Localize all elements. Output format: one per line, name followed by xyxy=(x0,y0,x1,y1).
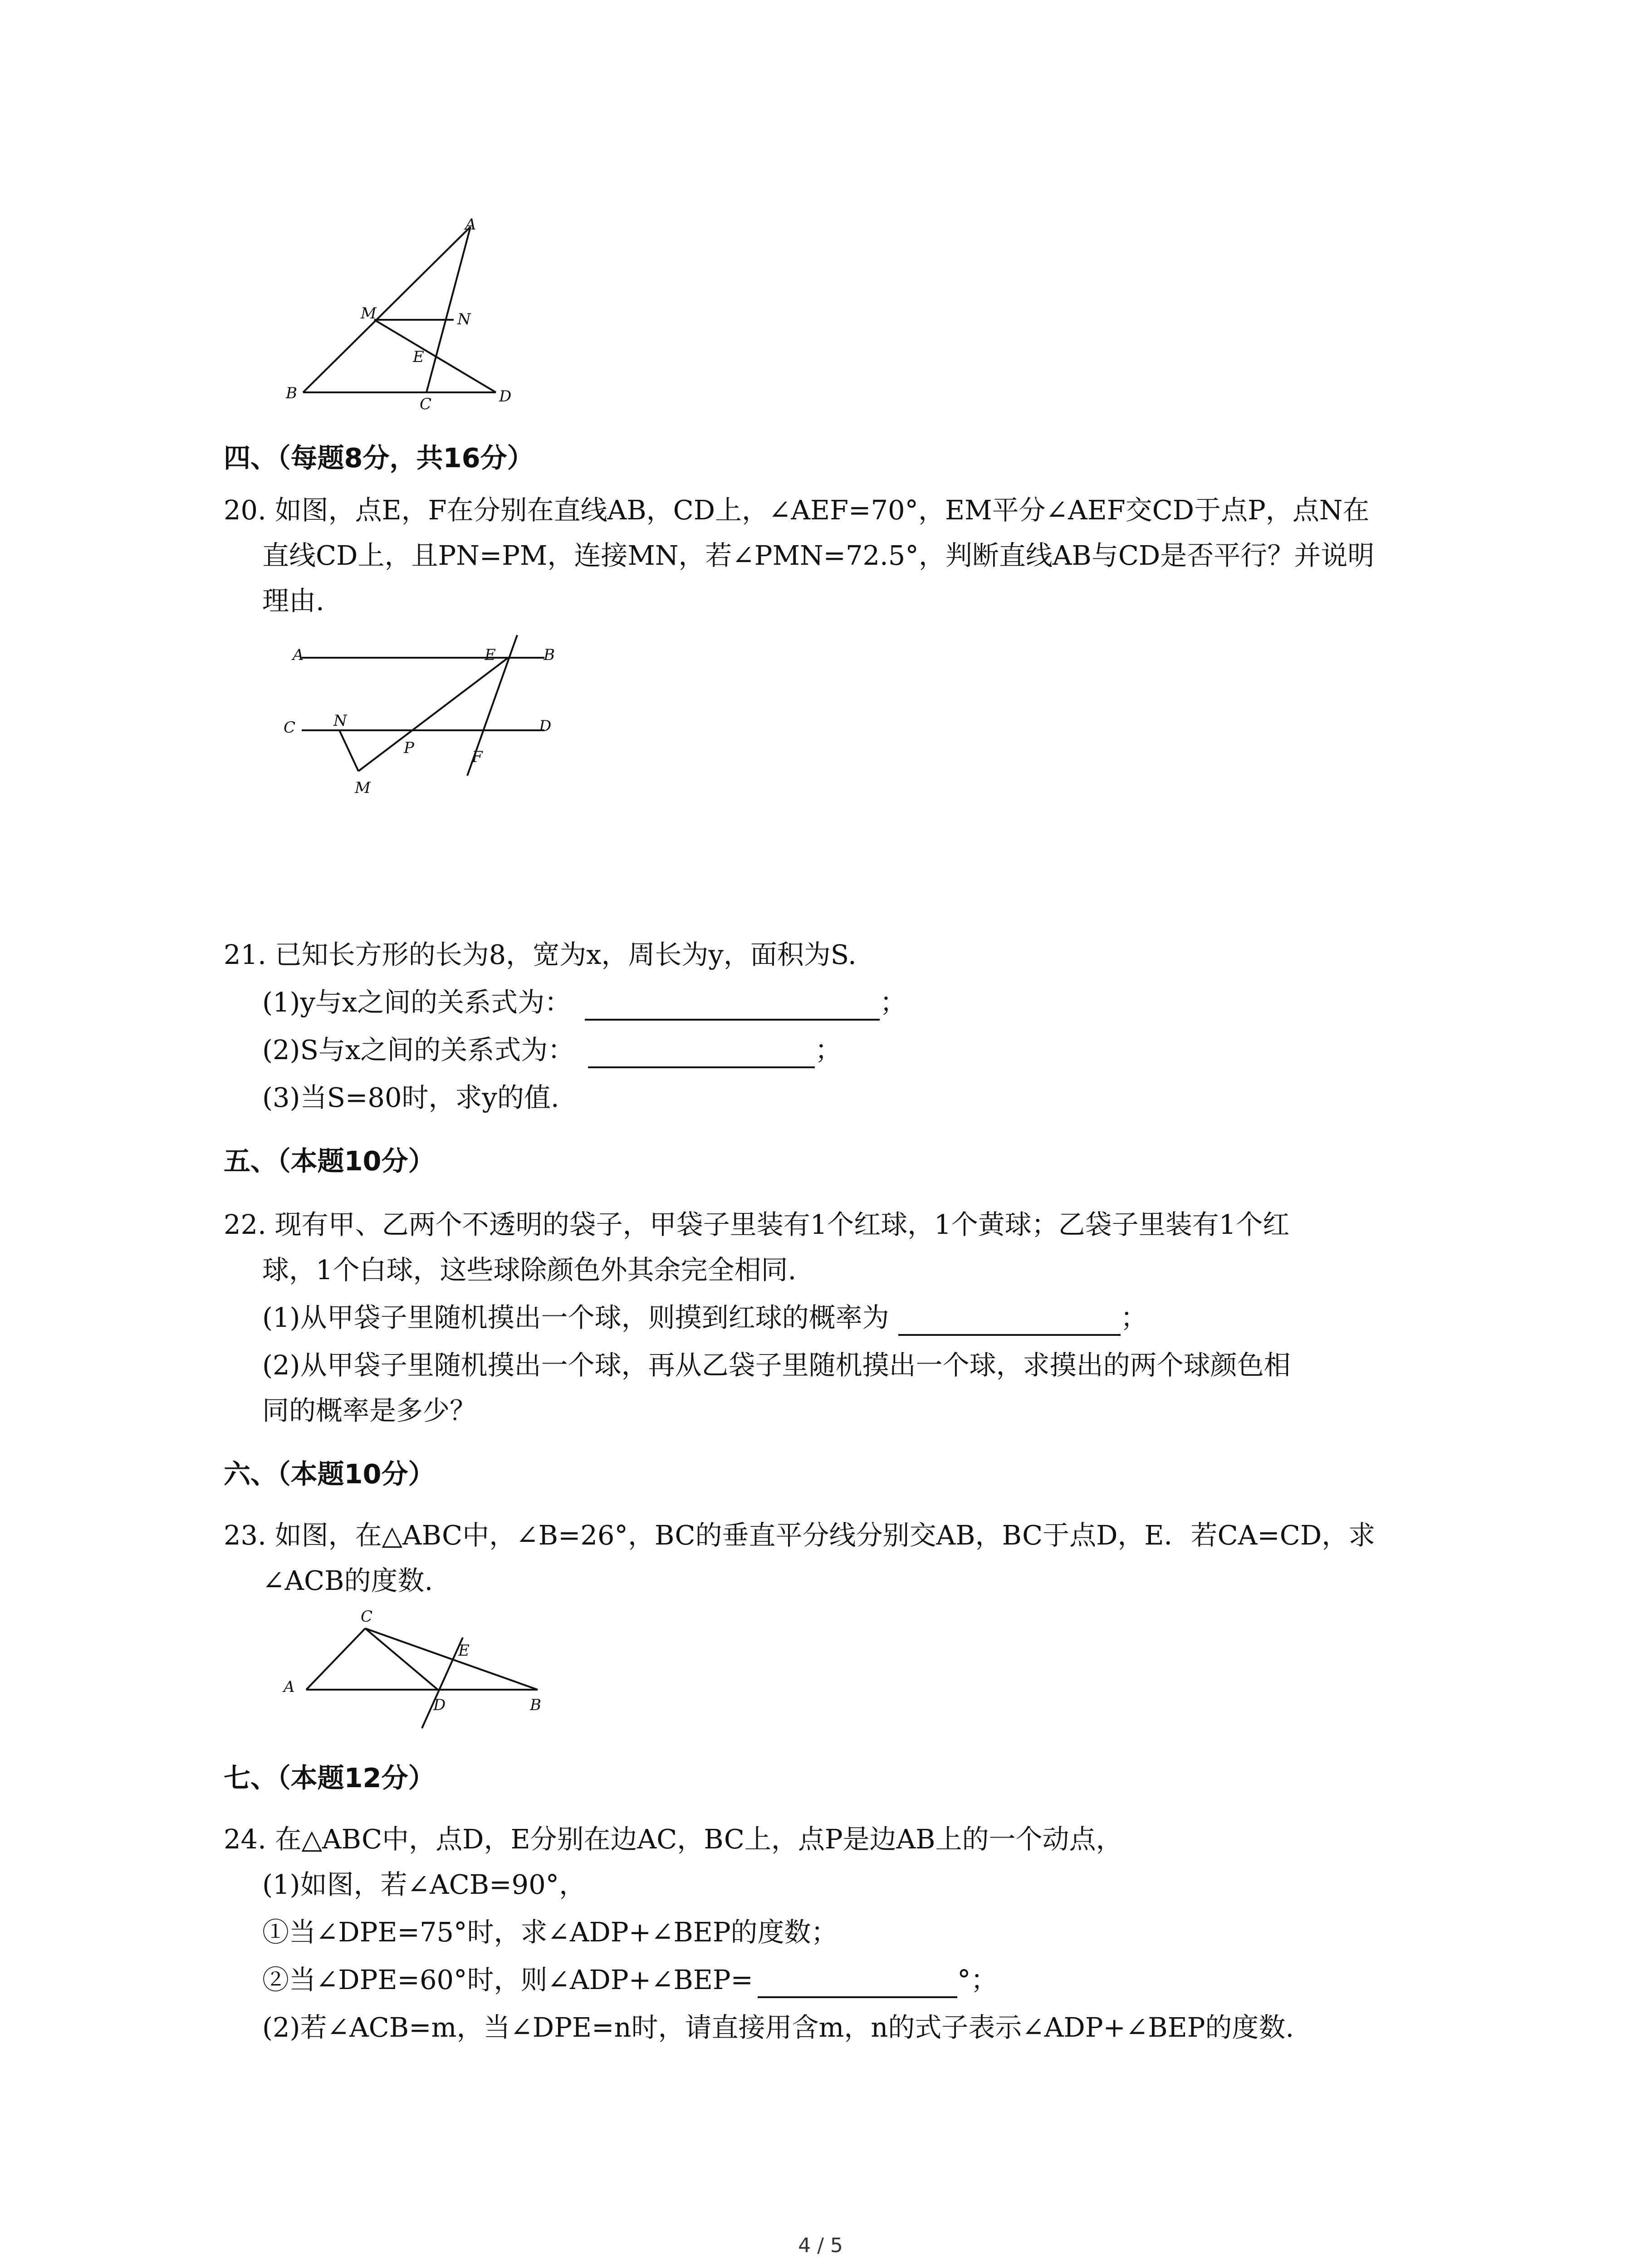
q23-line-2: ∠ACB的度数. xyxy=(262,1565,433,1596)
q24-case-2-text: ②当∠DPE=60°时，则∠ADP+∠BEP= xyxy=(262,1964,753,1995)
label-d: D xyxy=(539,717,552,735)
label-a: A xyxy=(284,1678,295,1696)
answer-blank-3[interactable] xyxy=(898,1306,1121,1336)
label-n: N xyxy=(333,712,347,730)
label-d: D xyxy=(499,387,512,406)
q24-part-1: (1)如图，若∠ACB=90°， xyxy=(262,1869,586,1900)
q20-line-1: 20. 如图，点E，F在分别在直线AB，CD上，∠AEF=70°，EM平分∠AEF交CD于点P，点N在 xyxy=(224,494,1370,526)
section-4-heading: 四、（每题8分，共16分） xyxy=(224,442,534,474)
q22-part-2-line-2: 同的概率是多少？ xyxy=(262,1395,477,1426)
q24-case-2-end: °； xyxy=(957,1964,998,1995)
figure-triangle-mn xyxy=(272,218,526,417)
label-e: E xyxy=(485,646,496,664)
q22-line-1: 22. 现有甲、乙两个不透明的袋子，甲袋子里装有1个红球，1个黄球；乙袋子里装有1个红 xyxy=(224,1209,1290,1240)
label-c: C xyxy=(361,1608,373,1626)
q22-part-1-end: ； xyxy=(1120,1302,1147,1333)
q21-part-1-text: (1)y与x之间的关系式为： xyxy=(262,987,572,1018)
label-m: M xyxy=(361,304,377,323)
q24-line-1: 24. 在△ABC中，点D，E分别在边AC，BC上，点P是边AB上的一个动点， xyxy=(224,1823,1123,1855)
q21-part-1 xyxy=(262,984,906,1021)
figure-triangle-abc xyxy=(272,1601,563,1737)
label-e: E xyxy=(413,348,424,366)
label-e: E xyxy=(458,1642,470,1660)
q20-line-3: 理由. xyxy=(262,585,324,616)
label-c: C xyxy=(420,395,432,413)
label-n: N xyxy=(457,310,471,328)
q22-part-1 xyxy=(262,1300,1147,1336)
label-d: D xyxy=(433,1696,446,1714)
label-b: B xyxy=(530,1696,541,1714)
q22-line-2: 球，1个白球，这些球除颜色外其余完全相同. xyxy=(262,1254,797,1286)
q20-line-2: 直线CD上，且PN=PM，连接MN，若∠PMN=72.5°，判断直线AB与CD是否平行？并说明 xyxy=(262,540,1375,571)
q21-part-2 xyxy=(262,1032,842,1068)
section-5-heading: 五、（本题10分） xyxy=(224,1145,435,1177)
label-f: F xyxy=(472,748,483,766)
answer-blank-2[interactable] xyxy=(588,1038,815,1068)
q22-part-1-text: (1)从甲袋子里随机摸出一个球，则摸到红球的概率为 xyxy=(262,1302,889,1333)
q24-case-1: ①当∠DPE=75°时，求∠ADP+∠BEP的度数； xyxy=(262,1916,838,1948)
label-c: C xyxy=(284,719,296,737)
label-m: M xyxy=(355,779,371,797)
section-6-heading: 六、（本题10分） xyxy=(224,1458,435,1490)
q21-part-1-end: ； xyxy=(880,987,907,1018)
q22-part-2-line-1: (2)从甲袋子里随机摸出一个球，再从乙袋子里随机摸出一个球，求摸出的两个球颜色相 xyxy=(262,1349,1291,1381)
label-b: B xyxy=(286,384,297,402)
q21-part-2-text: (2)S与x之间的关系式为： xyxy=(262,1034,575,1066)
page-number: 4 / 5 xyxy=(798,2234,843,2257)
q21-line-1: 21. 已知长方形的长为8，宽为x，周长为y，面积为S. xyxy=(224,939,857,970)
section-7-heading: 七、（本题12分） xyxy=(224,1762,435,1794)
q21-part-2-end: ； xyxy=(815,1034,842,1066)
q23-line-1: 23. 如图，在△ABC中，∠B=26°，BC的垂直平分线分别交AB，BC于点D，E．若CA=CD，求 xyxy=(224,1520,1376,1551)
label-b: B xyxy=(544,646,555,664)
q21-part-3: (3)当S=80时，求y的值. xyxy=(262,1082,559,1113)
label-p: P xyxy=(404,739,414,757)
q24-case-2 xyxy=(262,1962,998,1998)
q24-part-2: (2)若∠ACB=m，当∠DPE=n时，请直接用含m，n的式子表示∠ADP+∠BEP的度数. xyxy=(262,2012,1294,2043)
label-a: A xyxy=(293,646,304,664)
answer-blank-1[interactable] xyxy=(585,991,880,1021)
label-a: A xyxy=(465,218,476,234)
answer-blank-4[interactable] xyxy=(758,1968,957,1998)
figure-parallel-lines xyxy=(281,631,572,803)
